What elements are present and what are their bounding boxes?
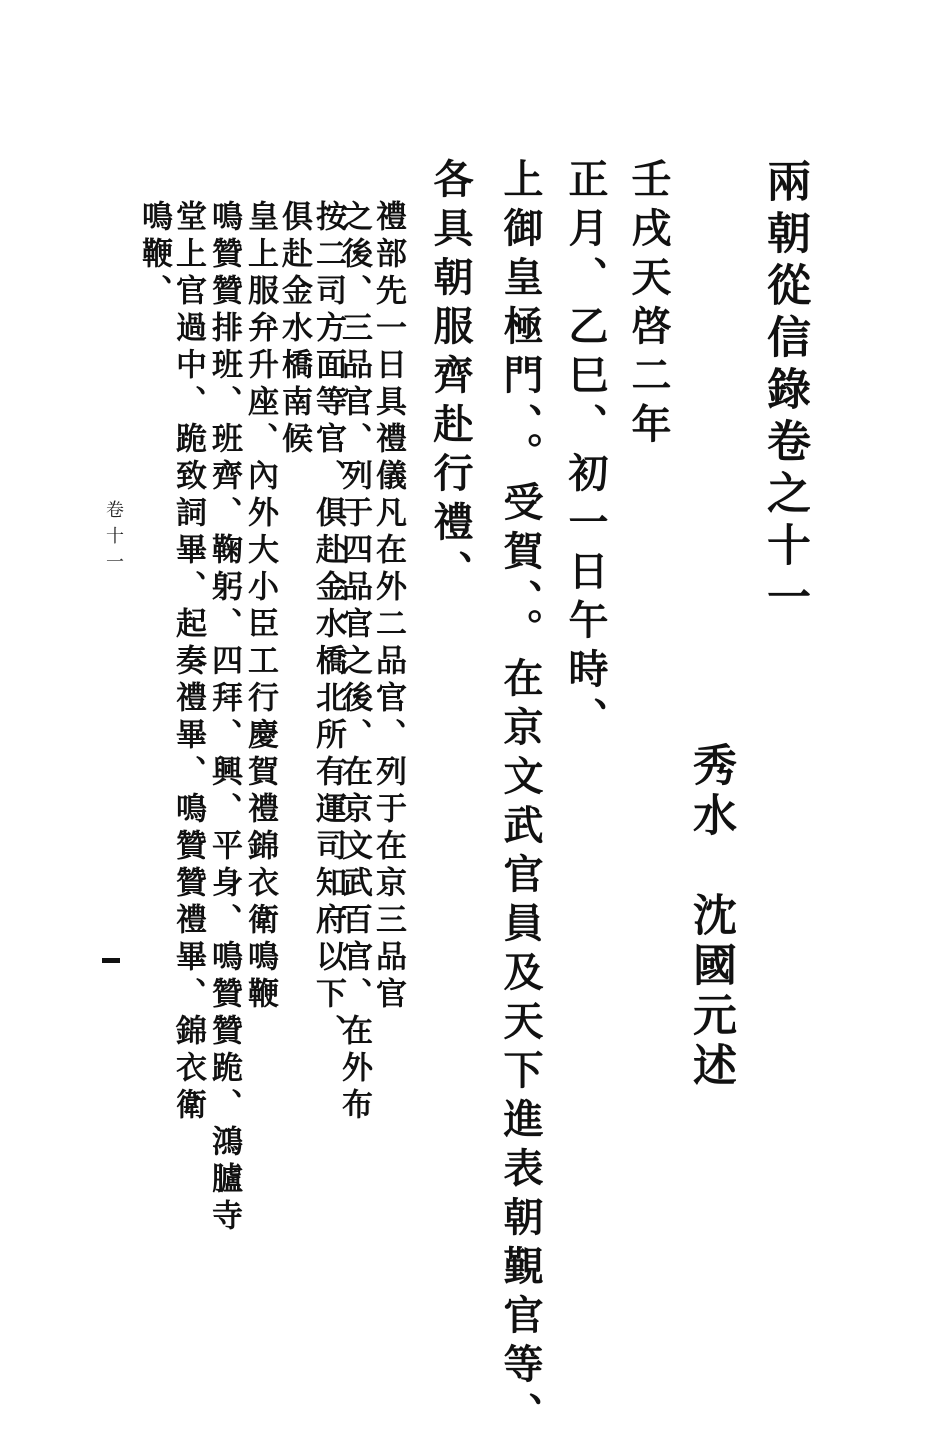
note-column-2: 之後、三品官、列于四品官之後、在京文武百官、在外布 — [336, 200, 372, 1125]
author-line: 秀水 沈國元述 — [685, 742, 736, 1092]
note-column-4: 俱赴金水橋南候 — [276, 200, 312, 459]
note-column-8: 鳴鞭、 — [136, 200, 172, 311]
note-column-5: 皇上服弁升座、內外大小臣工行慶賀禮錦衣衛鳴鞭 — [242, 200, 278, 1014]
note-column-6: 鳴贊贊排班、班齊、鞠躬、四拜、興、平身、鳴贊贊跪、鴻臚寺 — [206, 200, 242, 1236]
note-column-1: 禮部先一日具禮儀凡在外二品官、列于在京三品官 — [370, 200, 406, 1014]
text-column-4: 各具朝服齊赴行禮、 — [427, 158, 474, 599]
note-column-7: 堂上官過中、跪致詞畢、起奏禮畢、鳴贊贊禮畢、錦衣衛 — [170, 200, 206, 1125]
margin-volume-mark: 卷十一 — [103, 500, 124, 578]
text-column-1: 壬戌天啓二年 — [625, 158, 672, 452]
text-column-3: 上御皇極門、。受賀、。在京文武官員及天下進表朝覲官等、 — [497, 158, 544, 1441]
folio-number — [102, 958, 120, 963]
text-column-2: 正月、乙巳、初一日午時、 — [562, 158, 609, 746]
chapter-title: 兩朝從信錄卷之十一 — [759, 158, 810, 626]
note-column-3: 按二司方面等官、俱赴金水橋北所有運司知府以下、 — [310, 200, 346, 1051]
